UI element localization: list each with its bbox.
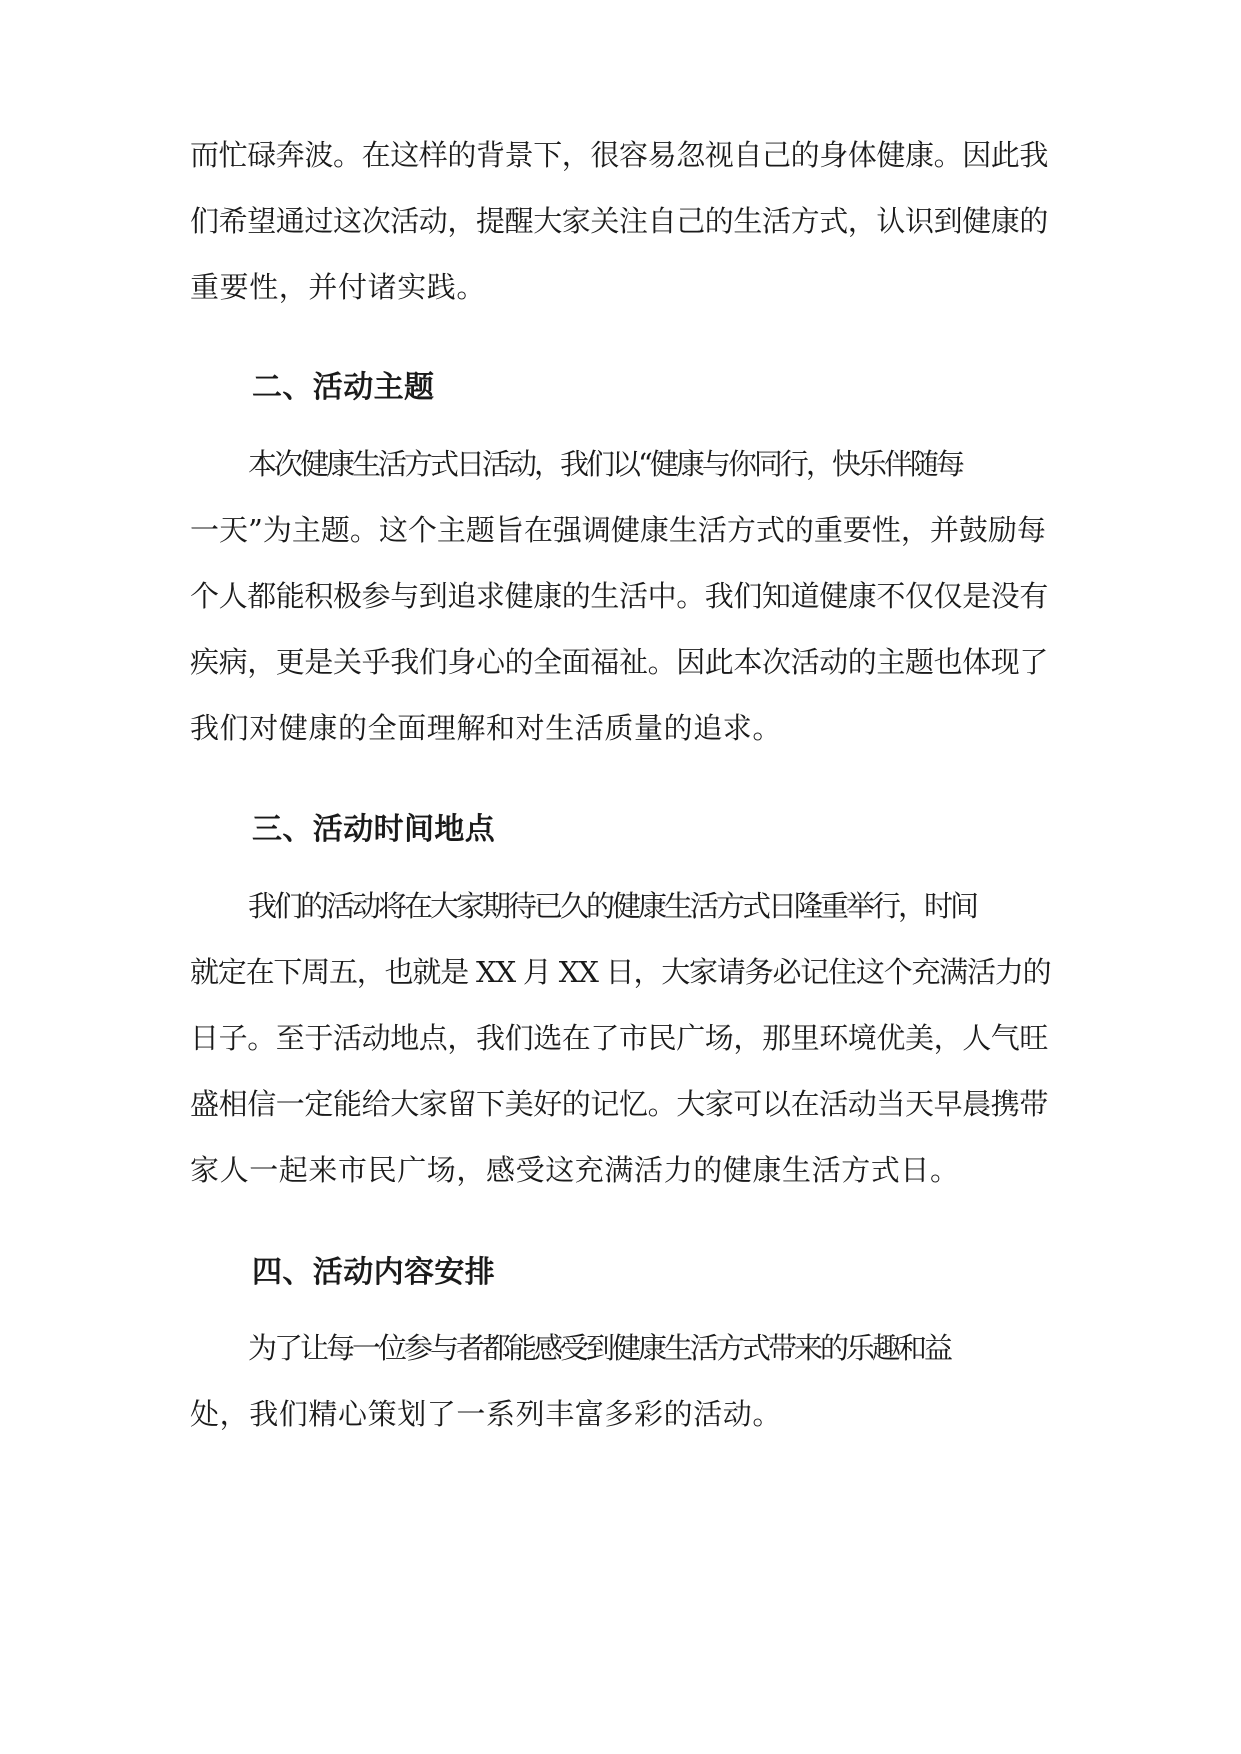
paragraph-line: 本次健康生活方式日活动，我们以“健康与你同行，快乐伴随每 [248,447,962,481]
paragraph-line: 盛相信一定能给大家留下美好的记忆。大家可以在活动当天早晨携带 [190,1087,1049,1121]
paragraph-line: 为了让每一位参与者都能感受到健康生活方式带来的乐趣和益 [248,1331,951,1365]
paragraph-line: 处，我们精心策划了一系列丰富多彩的活动。 [190,1397,783,1431]
paragraph-line: 疾病，更是关乎我们身心的全面福祉。因此本次活动的主题也体现了 [190,645,1049,679]
section-heading-content: 四、活动内容安排 [252,1255,496,1290]
paragraph-line: 我们对健康的全面理解和对生活质量的追求。 [190,711,783,745]
paragraph-line: 就定在下周五，也就是 XX 月 XX 日，大家请务必记住这个充满活力的 [190,955,1051,989]
paragraph-line: 我们的活动将在大家期待已久的健康生活方式日隆重举行，时间 [248,889,977,923]
paragraph-line: 个人都能积极参与到追求健康的生活中。我们知道健康不仅仅是没有 [190,579,1049,613]
paragraph-line: 们希望通过这次活动，提醒大家关注自己的生活方式，认识到健康的 [190,204,1049,238]
section-heading-time-place: 三、活动时间地点 [252,812,496,847]
section-heading-theme: 二、活动主题 [252,370,435,405]
paragraph-line: 重要性，并付诸实践。 [190,270,487,304]
paragraph-line: 家人一起来市民广场，感受这充满活力的健康生活方式日。 [190,1153,960,1187]
paragraph-line: 一天”为主题。这个主题旨在强调健康生活方式的重要性，并鼓励每 [190,513,1046,547]
paragraph-line: 而忙碌奔波。在这样的背景下，很容易忽视自己的身体健康。因此我 [190,138,1049,172]
paragraph-line: 日子。至于活动地点，我们选在了市民广场，那里环境优美，人气旺 [190,1021,1049,1055]
